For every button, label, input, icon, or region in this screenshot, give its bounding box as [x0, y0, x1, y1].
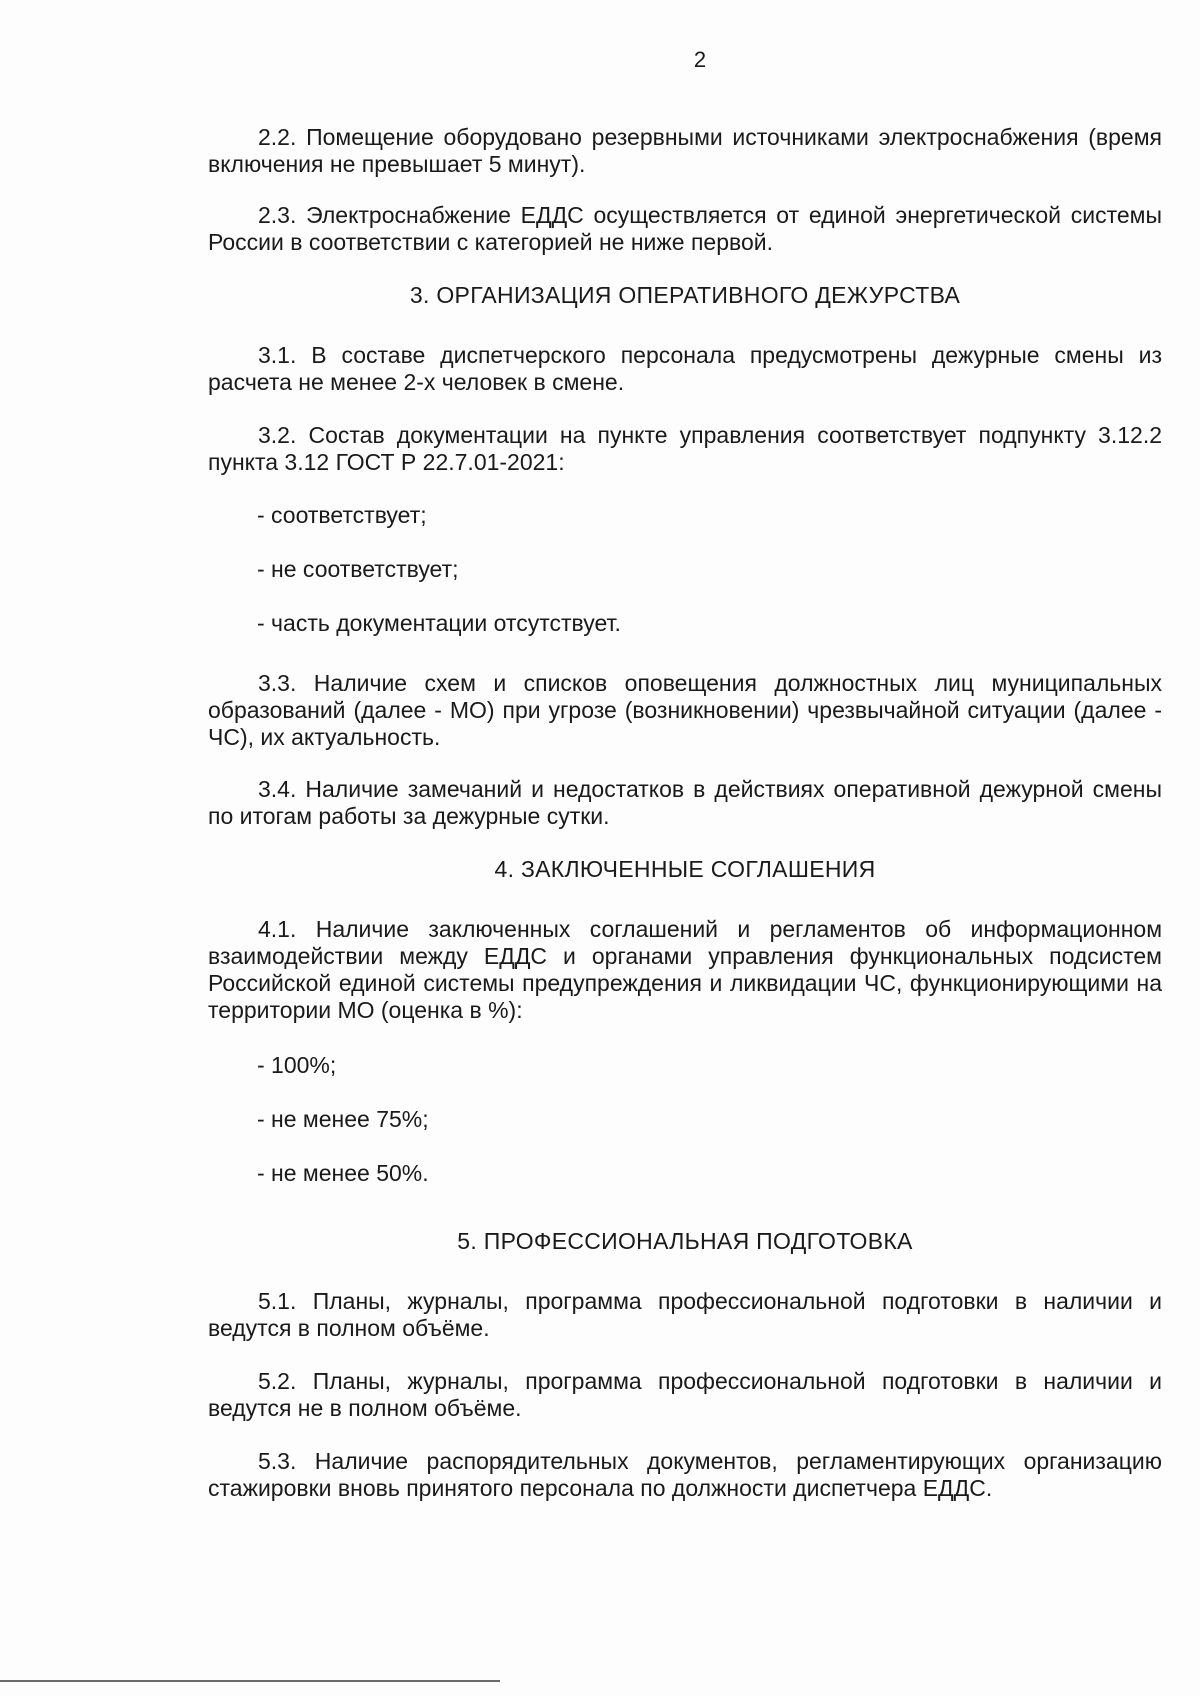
paragraph-3-3: 3.3. Наличие схем и списков оповещения должностных лиц муниципальных образований (далее - МО) при угрозе (возникновении) чрезвычайной ситуации (далее - ЧС), их актуальность.	[208, 670, 1162, 750]
paragraph-4-1: 4.1. Наличие заключенных соглашений и регламентов об информационном взаимодействии между ЕДДС и органами управления функциональных подсистем Российской единой системы предупреждения и ликвидации ЧС, функционирующими на территории МО (оценка в %):	[208, 916, 1162, 1023]
list-item: - соответствует;	[257, 502, 427, 528]
list-item: - не менее 50%.	[257, 1160, 429, 1186]
paragraph-3-2: 3.2. Состав документации на пункте управления соответствует подпункту 3.12.2 пункта 3.12 ГОСТ Р 22.7.01-2021:	[208, 422, 1162, 475]
list-item: - не менее 75%;	[257, 1106, 429, 1132]
paragraph-5-3: 5.3. Наличие распорядительных документов, регламентирующих организацию стажировки вновь принятого персонала по должности диспетчера ЕДДС.	[208, 1448, 1162, 1501]
section-heading-4: 4. ЗАКЛЮЧЕННЫЕ СОГЛАШЕНИЯ	[494, 856, 876, 882]
page-number: 2	[693, 47, 707, 72]
paragraph-2-2: 2.2. Помещение оборудовано резервными источниками электроснабжения (время включения не превышает 5 минут).	[208, 124, 1162, 177]
list-item: - 100%;	[257, 1052, 337, 1078]
list-item: - часть документации отсутствует.	[257, 610, 621, 636]
paragraph-3-4: 3.4. Наличие замечаний и недостатков в действиях оперативной дежурной смены по итогам работы за дежурные сутки.	[208, 776, 1162, 829]
section-heading-3: 3. ОРГАНИЗАЦИЯ ОПЕРАТИВНОГО ДЕЖУРСТВА	[409, 282, 961, 308]
paragraph-3-1: 3.1. В составе диспетчерского персонала предусмотрены дежурные смены из расчета не менее 2-х человек в смене.	[208, 342, 1162, 395]
bottom-rule	[0, 1680, 500, 1682]
list-item: - не соответствует;	[257, 556, 459, 582]
paragraph-5-1: 5.1. Планы, журналы, программа профессиональной подготовки в наличии и ведутся в полном объёме.	[208, 1288, 1162, 1341]
paragraph-2-3: 2.3. Электроснабжение ЕДДС осуществляется от единой энергетической системы России в соответствии с категорией не ниже первой.	[208, 202, 1162, 255]
section-heading-5: 5. ПРОФЕССИОНАЛЬНАЯ ПОДГОТОВКА	[457, 1228, 913, 1254]
paragraph-5-2: 5.2. Планы, журналы, программа профессиональной подготовки в наличии и ведутся не в полном объёме.	[208, 1368, 1162, 1421]
